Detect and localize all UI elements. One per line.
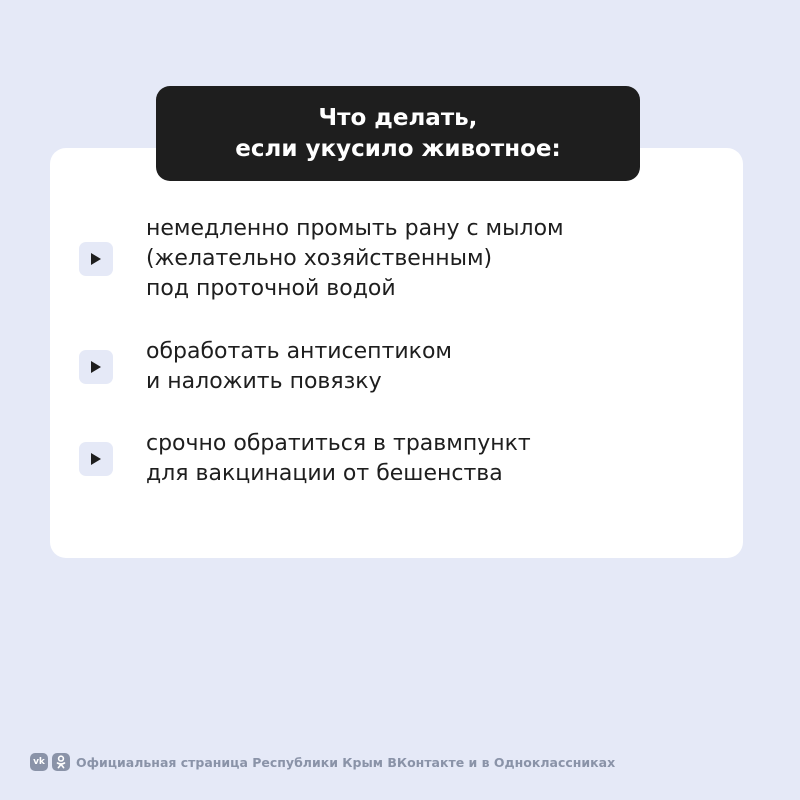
bullet-box — [79, 242, 113, 276]
play-triangle-icon — [90, 360, 102, 374]
content-card — [50, 148, 743, 558]
play-triangle-icon — [90, 452, 102, 466]
list-item-text — [146, 429, 531, 489]
list-item-line: срочно обратиться в травмпункт — [146, 431, 531, 456]
list-item-line: обработать антисептиком — [146, 339, 453, 364]
bullet-box — [79, 350, 113, 384]
list-item-text — [146, 214, 564, 304]
title-line-1: Что делать, — [318, 104, 478, 131]
list-item-line: под проточной водой — [146, 276, 396, 301]
vk-logo-icon[interactable] — [30, 753, 48, 771]
title-line-2: если укусило животное: — [235, 135, 561, 162]
list-item-line: и наложить повязку — [146, 369, 382, 394]
vk-logo-label: vk — [33, 757, 45, 767]
bullet-box — [79, 442, 113, 476]
footer-text: Официальная страница Республики Крым ВКонтакте и в Одноклассниках — [76, 754, 616, 770]
page-title — [156, 86, 640, 181]
odnoklassniki-glyph-icon — [56, 755, 66, 769]
list-item-line: для вакцинации от бешенства — [146, 461, 503, 486]
odnoklassniki-logo-icon[interactable] — [52, 753, 70, 771]
list-item-line: немедленно промыть рану с мылом — [146, 216, 564, 241]
play-triangle-icon — [90, 252, 102, 266]
list-item-line: (желательно хозяйственным) — [146, 246, 493, 271]
footer — [30, 752, 615, 772]
list-item-text — [146, 337, 452, 397]
